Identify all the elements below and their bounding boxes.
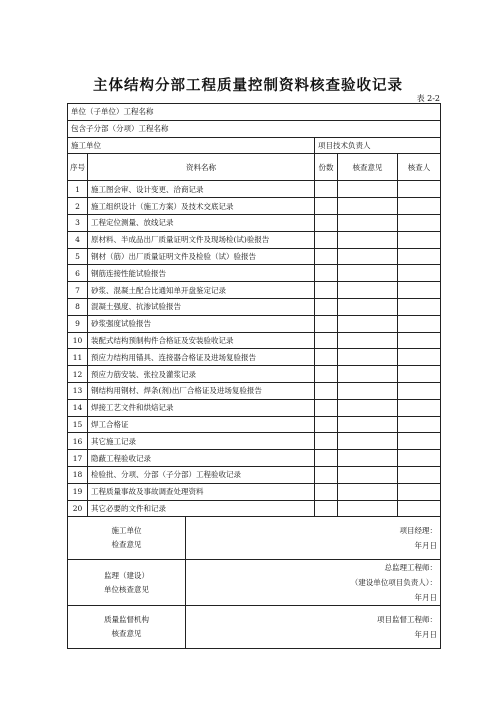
col-check-header: 核查意见 <box>338 154 398 181</box>
checker-cell <box>398 282 441 299</box>
check-opinion-cell <box>338 382 398 399</box>
row-number: 6 <box>68 265 88 282</box>
checker-cell <box>398 433 441 450</box>
row-number: 3 <box>68 214 88 231</box>
document-name: 工程质量事故及事故调查处理资料 <box>88 483 315 500</box>
table-row <box>68 298 441 315</box>
quality-label-1: 质量监督机构 <box>104 615 149 625</box>
col-name-header: 资料名称 <box>88 154 315 181</box>
quality-signoff-cell <box>186 606 441 649</box>
check-opinion-cell <box>338 483 398 500</box>
copies-cell <box>315 248 338 265</box>
construction-unit-row <box>68 137 441 154</box>
table-row <box>68 382 441 399</box>
checker-cell <box>398 231 441 248</box>
row-number: 8 <box>68 298 88 315</box>
copies-cell <box>315 181 338 198</box>
document-name: 焊接工艺文件和烘焙记录 <box>88 399 315 416</box>
checker-cell <box>398 248 441 265</box>
check-opinion-cell <box>338 248 398 265</box>
table-row <box>68 332 441 349</box>
quality-signoff-row <box>68 606 441 649</box>
construction-date: 年月日 <box>414 541 437 551</box>
check-opinion-cell <box>338 466 398 483</box>
table-row <box>68 349 441 366</box>
supervision-label-1: 监理（建设） <box>104 570 149 580</box>
construction-label-1: 施工单位 <box>111 526 142 536</box>
row-number: 11 <box>68 349 88 366</box>
document-name: 装配式结构预制构件合格证及安装验收记录 <box>88 332 315 349</box>
check-opinion-cell <box>338 500 398 517</box>
checker-cell <box>398 198 441 215</box>
table-row <box>68 433 441 450</box>
unit-name-label: 单位（子单位）工程名称 <box>68 104 441 121</box>
row-number: 2 <box>68 198 88 215</box>
document-name: 钢筋连接性能试验报告 <box>88 265 315 282</box>
form-number: 表 2-2 <box>416 94 440 103</box>
col-seq-header: 序号 <box>68 154 88 181</box>
document-name: 预应力结构用锚具、连接器合格证及进场复验报告 <box>88 349 315 366</box>
check-opinion-cell <box>338 433 398 450</box>
copies-cell <box>315 483 338 500</box>
check-opinion-cell <box>338 315 398 332</box>
document-name: 施工组织设计（施工方案）及技术交底记录 <box>88 198 315 215</box>
table-row <box>68 399 441 416</box>
document-name: 预应力筋安装、张拉及灌浆记录 <box>88 366 315 383</box>
table-row <box>68 466 441 483</box>
check-opinion-cell <box>338 366 398 383</box>
sub-project-row <box>68 120 441 137</box>
copies-cell <box>315 332 338 349</box>
row-number: 19 <box>68 483 88 500</box>
document-name: 焊工合格证 <box>88 416 315 433</box>
check-opinion-cell <box>338 282 398 299</box>
document-name: 其它施工记录 <box>88 433 315 450</box>
copies-cell <box>315 399 338 416</box>
copies-cell <box>315 315 338 332</box>
copies-cell <box>315 298 338 315</box>
copies-cell <box>315 366 338 383</box>
document-name: 其它必要的文件和记录 <box>88 500 315 517</box>
copies-cell <box>315 382 338 399</box>
construction-signoff-cell <box>186 517 441 560</box>
copies-cell <box>315 282 338 299</box>
construction-unit-label: 施工单位 <box>68 137 315 154</box>
tech-lead-label: 项目技术负责人 <box>315 137 441 154</box>
copies-cell <box>315 466 338 483</box>
row-number: 18 <box>68 466 88 483</box>
copies-cell <box>315 265 338 282</box>
construction-label-2: 检查意见 <box>111 540 142 550</box>
document-name: 原材料、半成品出厂质量证明文件及现场检(试)验报告 <box>88 231 315 248</box>
table-row <box>68 315 441 332</box>
checker-cell <box>398 466 441 483</box>
table-row <box>68 248 441 265</box>
table-row <box>68 265 441 282</box>
checker-cell <box>398 399 441 416</box>
checker-cell <box>398 349 441 366</box>
page-title: 主体结构分部工程质量控制资料核查验收记录 <box>93 77 403 94</box>
row-number: 17 <box>68 450 88 467</box>
checker-cell <box>398 483 441 500</box>
checker-cell <box>398 332 441 349</box>
document-name: 隐蔽工程验收记录 <box>88 450 315 467</box>
row-number: 1 <box>68 181 88 198</box>
check-opinion-cell <box>338 231 398 248</box>
quality-label-2: 核查意见 <box>111 629 142 639</box>
checker-cell <box>398 382 441 399</box>
document-name: 混凝土强度、抗渗试验报告 <box>88 298 315 315</box>
document-name: 工程定位测量、放线记录 <box>88 214 315 231</box>
copies-cell <box>315 349 338 366</box>
checker-cell <box>398 214 441 231</box>
checker-cell <box>398 366 441 383</box>
table-row <box>68 198 441 215</box>
copies-cell <box>315 416 338 433</box>
check-opinion-cell <box>338 181 398 198</box>
check-opinion-cell <box>338 265 398 282</box>
quality-signoff-label <box>68 606 186 649</box>
copies-cell <box>315 231 338 248</box>
col-copies-header: 份数 <box>315 154 338 181</box>
checker-cell <box>398 265 441 282</box>
table-row <box>68 181 441 198</box>
row-number: 13 <box>68 382 88 399</box>
table-row <box>68 500 441 517</box>
check-opinion-cell <box>338 198 398 215</box>
quality-date: 年月日 <box>414 630 437 640</box>
table-row <box>68 450 441 467</box>
sub-name-label: 包含子分部（分项）工程名称 <box>68 120 441 137</box>
check-opinion-cell <box>338 450 398 467</box>
col-checker-header: 核查人 <box>398 154 441 181</box>
check-opinion-cell <box>338 298 398 315</box>
checker-cell <box>398 181 441 198</box>
copies-cell <box>315 198 338 215</box>
checker-cell <box>398 450 441 467</box>
document-name: 钢结构用钢材、焊条(剂)出厂合格证及进场复验报告 <box>88 382 315 399</box>
copies-cell <box>315 214 338 231</box>
project-manager-sign: 项目经理： <box>399 526 437 536</box>
document-name: 砂浆强度试验报告 <box>88 315 315 332</box>
checker-cell <box>398 500 441 517</box>
verification-table <box>67 103 441 649</box>
table-row <box>68 483 441 500</box>
checker-cell <box>398 416 441 433</box>
row-number: 4 <box>68 231 88 248</box>
copies-cell <box>315 500 338 517</box>
supervision-signoff-label <box>68 560 186 606</box>
supervision-signoff-cell <box>186 560 441 606</box>
check-opinion-cell <box>338 416 398 433</box>
row-number: 20 <box>68 500 88 517</box>
check-opinion-cell <box>338 349 398 366</box>
table-row <box>68 416 441 433</box>
chief-supervisor-sign: 总监理工程师： <box>384 563 437 573</box>
project-name-row <box>68 104 441 121</box>
table-row <box>68 231 441 248</box>
row-number: 10 <box>68 332 88 349</box>
row-number: 12 <box>68 366 88 383</box>
document-name: 砂浆、混凝土配合比通知单开盘鉴定记录 <box>88 282 315 299</box>
column-header-row <box>68 154 441 181</box>
supervision-date: 年月日 <box>414 593 437 603</box>
row-number: 16 <box>68 433 88 450</box>
copies-cell <box>315 450 338 467</box>
copies-cell <box>315 433 338 450</box>
table-row <box>68 214 441 231</box>
check-opinion-cell <box>338 332 398 349</box>
row-number: 15 <box>68 416 88 433</box>
supervision-signoff-row <box>68 560 441 606</box>
check-opinion-cell <box>338 399 398 416</box>
document-name: 施工图会审、设计变更、洽商记录 <box>88 181 315 198</box>
row-number: 7 <box>68 282 88 299</box>
row-number: 14 <box>68 399 88 416</box>
quality-supervisor-sign: 项目监督工程师： <box>377 615 437 625</box>
construction-signoff-row <box>68 517 441 560</box>
check-opinion-cell <box>338 214 398 231</box>
owner-lead-sign: （建设单位项目负责人）： <box>350 578 437 588</box>
document-name: 检验批、分项、分部（子分部）工程验收记录 <box>88 466 315 483</box>
document-name: 钢材（筋）出厂质量证明文件及检验（试）验报告 <box>88 248 315 265</box>
row-number: 9 <box>68 315 88 332</box>
row-number: 5 <box>68 248 88 265</box>
supervision-label-2: 单位核查意见 <box>104 584 149 594</box>
construction-signoff-label <box>68 517 186 560</box>
table-row <box>68 366 441 383</box>
checker-cell <box>398 298 441 315</box>
table-row <box>68 282 441 299</box>
checker-cell <box>398 315 441 332</box>
